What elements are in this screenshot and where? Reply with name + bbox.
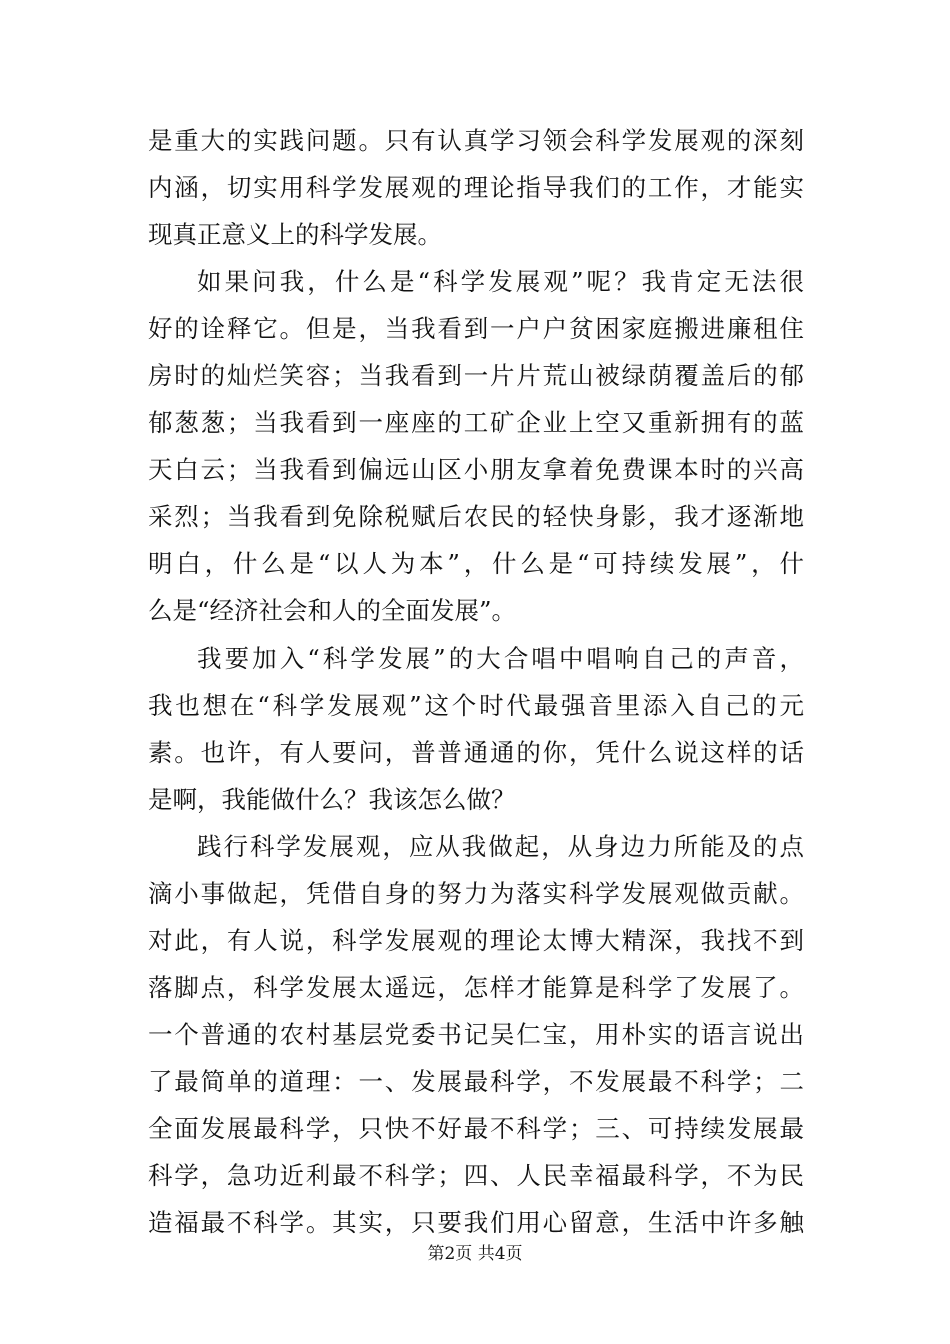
text-line: 我也想在“科学发展观”这个时代最强音里添入自己的元	[148, 690, 804, 720]
text-line: 采烈；当我看到免除税赋后农民的轻快身影，我才逐渐地	[148, 502, 804, 532]
text-line: 明白，什么是“以人为本”，什么是“可持续发展”，什	[148, 549, 804, 579]
text-line: 郁葱葱；当我看到一座座的工矿企业上空又重新拥有的蓝	[148, 408, 804, 438]
text-line: 我要加入“科学发展”的大合唱中唱响自己的声音，	[197, 643, 804, 673]
paragraph	[148, 635, 804, 823]
text-line: 房时的灿烂笑容；当我看到一片片荒山被绿荫覆盖后的郁	[148, 361, 804, 391]
text-line: 如果问我，什么是“科学发展观”呢？我肯定无法很	[197, 267, 804, 297]
text-line: 造福最不科学。其实，只要我们用心留意，生活中许多触	[148, 1208, 804, 1238]
text-line: 素。也许，有人要问，普普通通的你，凭什么说这样的话	[148, 737, 804, 767]
text-line: 科学，急功近利最不科学；四、人民幸福最科学，不为民	[148, 1161, 804, 1191]
text-line: 全面发展最科学，只快不好最不科学；三、可持续发展最	[148, 1113, 804, 1143]
body-text	[148, 117, 804, 1246]
paragraph	[148, 823, 804, 1246]
text-line: 内涵，切实用科学发展观的理论指导我们的工作，才能实	[148, 173, 804, 203]
text-line: 天白云；当我看到偏远山区小朋友拿着免费课本时的兴高	[148, 455, 804, 485]
text-line: 了最简单的道理：一、发展最科学，不发展最不科学；二	[148, 1066, 804, 1096]
paragraph	[148, 258, 804, 634]
text-line: 落脚点，科学发展太遥远，怎样才能算是科学了发展了。	[148, 972, 804, 1002]
text-line: 践行科学发展观，应从我做起，从身边力所能及的点	[197, 831, 804, 861]
page-footer: 第2页 共4页	[427, 1244, 523, 1264]
text-line: 现真正意义上的科学发展。	[148, 220, 442, 250]
paragraph	[148, 117, 804, 258]
text-line: 是重大的实践问题。只有认真学习领会科学发展观的深刻	[148, 126, 804, 155]
text-line: 么是“经济社会和人的全面发展”。	[148, 596, 517, 626]
text-line: 好的诠释它。但是，当我看到一户户贫困家庭搬进廉租住	[148, 314, 804, 344]
text-line: 一个普通的农村基层党委书记吴仁宝，用朴实的语言说出	[148, 1019, 804, 1049]
text-line: 滴小事做起，凭借自身的努力为落实科学发展观做贡献。	[148, 878, 804, 908]
text-line: 对此，有人说，科学发展观的理论太博大精深，我找不到	[148, 925, 804, 955]
text-line: 是啊，我能做什么？我该怎么做？	[148, 784, 516, 814]
